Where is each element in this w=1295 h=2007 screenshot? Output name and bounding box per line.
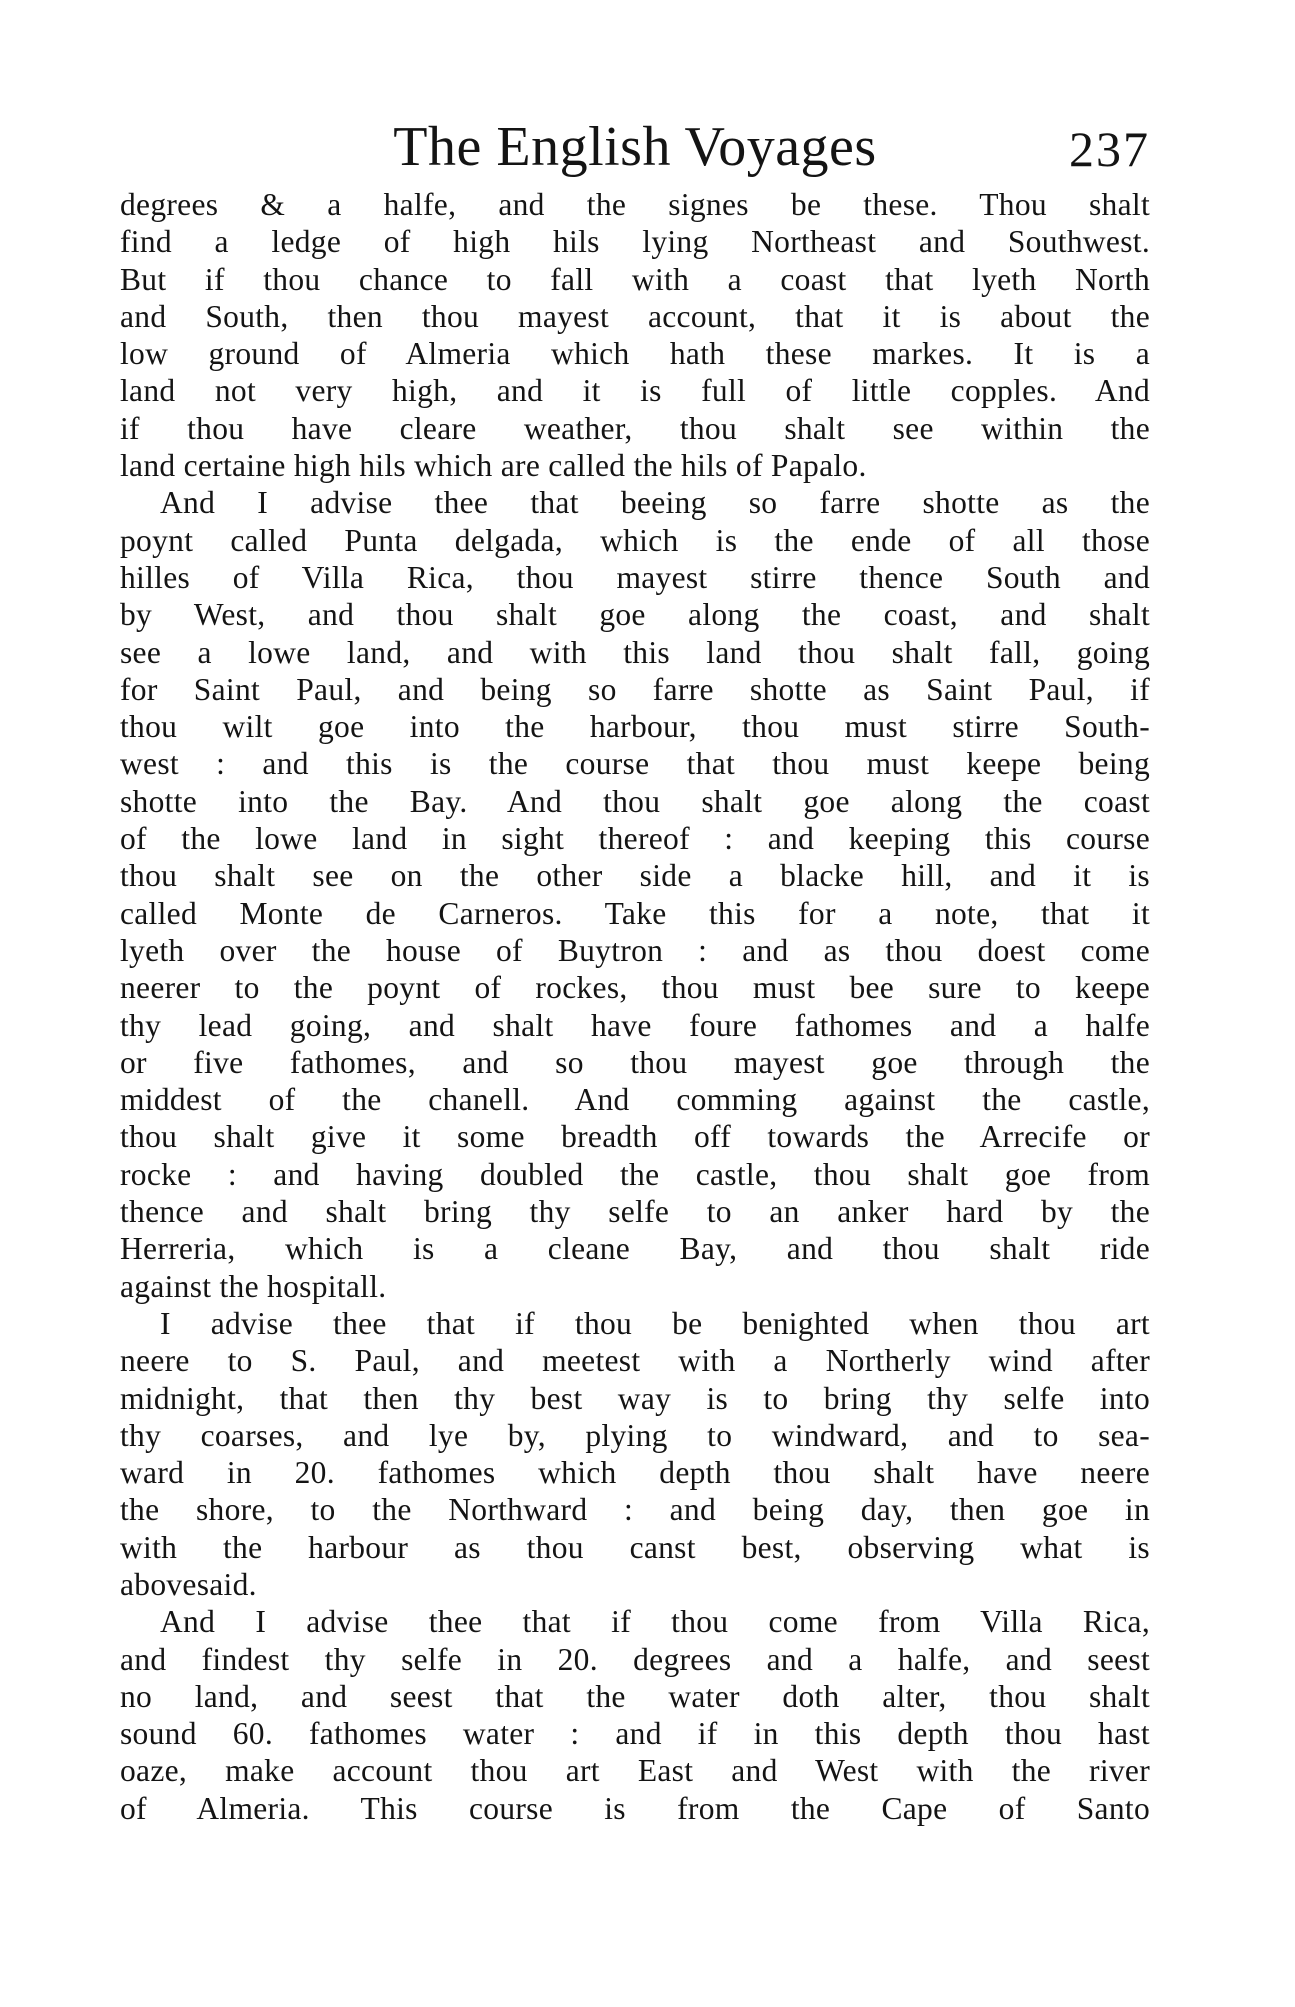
text-line: But if thou chance to fall with a coast that lyeth North (120, 261, 1150, 297)
running-head (120, 112, 1150, 182)
paragraph (120, 484, 1150, 1305)
text-line: low ground of Almeria which hath these markes. It is a (120, 336, 1150, 372)
text-line: and findest thy selfe in 20. degrees and a halfe, and seest (120, 1641, 1150, 1677)
paragraph (120, 1603, 1150, 1827)
page-number: 237 (1069, 121, 1150, 177)
text-line: or five fathomes, and so thou mayest goe through the (120, 1044, 1150, 1080)
text-line: of Almeria. This course is from the Cape of Santo (120, 1790, 1150, 1826)
text-line: no land, and seest that the water doth alter, thou shalt (120, 1678, 1150, 1714)
text-line: neerer to the poynt of rockes, thou must bee sure to keepe (120, 970, 1150, 1006)
text-line: degrees & a halfe, and the signes be these. Thou shalt (120, 187, 1150, 222)
text-line: Herreria, which is a cleane Bay, and thou shalt ride (120, 1231, 1150, 1267)
text-line: for Saint Paul, and being so farre shotte as Saint Paul, if (120, 671, 1150, 707)
text-line: against the hospitall. (120, 1268, 387, 1304)
text-line: thy coarses, and lye by, plying to windward, and to sea- (120, 1417, 1150, 1453)
text-line: thy lead going, and shalt have foure fathomes and a halfe (120, 1007, 1150, 1043)
text-line: middest of the chanell. And comming against the castle, (120, 1082, 1150, 1118)
running-title: The English Voyages (393, 116, 877, 178)
text-line: midnight, that then thy best way is to bring thy selfe into (120, 1380, 1150, 1416)
text-line: shotte into the Bay. And thou shalt goe along the coast (120, 783, 1150, 819)
text-line: I advise thee that if thou be benighted when thou art (160, 1305, 1150, 1341)
text-line: And I advise thee that beeing so farre shotte as the (160, 485, 1150, 521)
paragraph (120, 186, 1150, 484)
text-line: find a ledge of high hils lying Northeast and Southwest. (120, 224, 1150, 260)
text-line: and South, then thou mayest account, that it is about the (120, 298, 1150, 334)
text-line: see a lowe land, and with this land thou shalt fall, going (120, 634, 1150, 670)
text-line: abovesaid. (120, 1566, 257, 1602)
text-line: ward in 20. fathomes which depth thou shalt have neere (120, 1455, 1150, 1491)
text-line: called Monte de Carneros. Take this for a note, that it (120, 895, 1150, 931)
text-line: the shore, to the Northward : and being day, then goe in (120, 1492, 1150, 1528)
text-line: thence and shalt bring thy selfe to an anker hard by the (120, 1194, 1150, 1230)
text-line: lyeth over the house of Buytron : and as thou doest come (120, 932, 1150, 968)
text-line: thou shalt give it some breadth off towards the Arrecife or (120, 1119, 1150, 1155)
text-line: thou shalt see on the other side a blacke hill, and it is (120, 858, 1150, 894)
body-text (120, 186, 1150, 1827)
text-line: And I advise thee that if thou come from Villa Rica, (160, 1604, 1150, 1640)
text-line: thou wilt goe into the harbour, thou must stirre South- (120, 709, 1150, 745)
text-line: rocke : and having doubled the castle, thou shalt goe from (120, 1156, 1150, 1192)
text-line: west : and this is the course that thou must keepe being (120, 746, 1150, 782)
text-line: hilles of Villa Rica, thou mayest stirre thence South and (120, 559, 1150, 595)
text-line: neere to S. Paul, and meetest with a Northerly wind after (120, 1343, 1150, 1379)
text-line: of the lowe land in sight thereof : and keeping this course (120, 821, 1150, 857)
text-line: oaze, make account thou art East and West with the river (120, 1753, 1150, 1789)
text-line: sound 60. fathomes water : and if in this depth thou hast (120, 1716, 1150, 1752)
text-line: poynt called Punta delgada, which is the ende of all those (120, 522, 1150, 558)
text-line: land not very high, and it is full of little copples. And (120, 373, 1150, 409)
text-line: land certaine high hils which are called the hils of Papalo. (120, 448, 867, 484)
paragraph (120, 1305, 1150, 1603)
text-line: by West, and thou shalt goe along the coast, and shalt (120, 597, 1150, 633)
text-line: with the harbour as thou canst best, observing what is (120, 1529, 1150, 1565)
text-line: if thou have cleare weather, thou shalt see within the (120, 410, 1150, 446)
